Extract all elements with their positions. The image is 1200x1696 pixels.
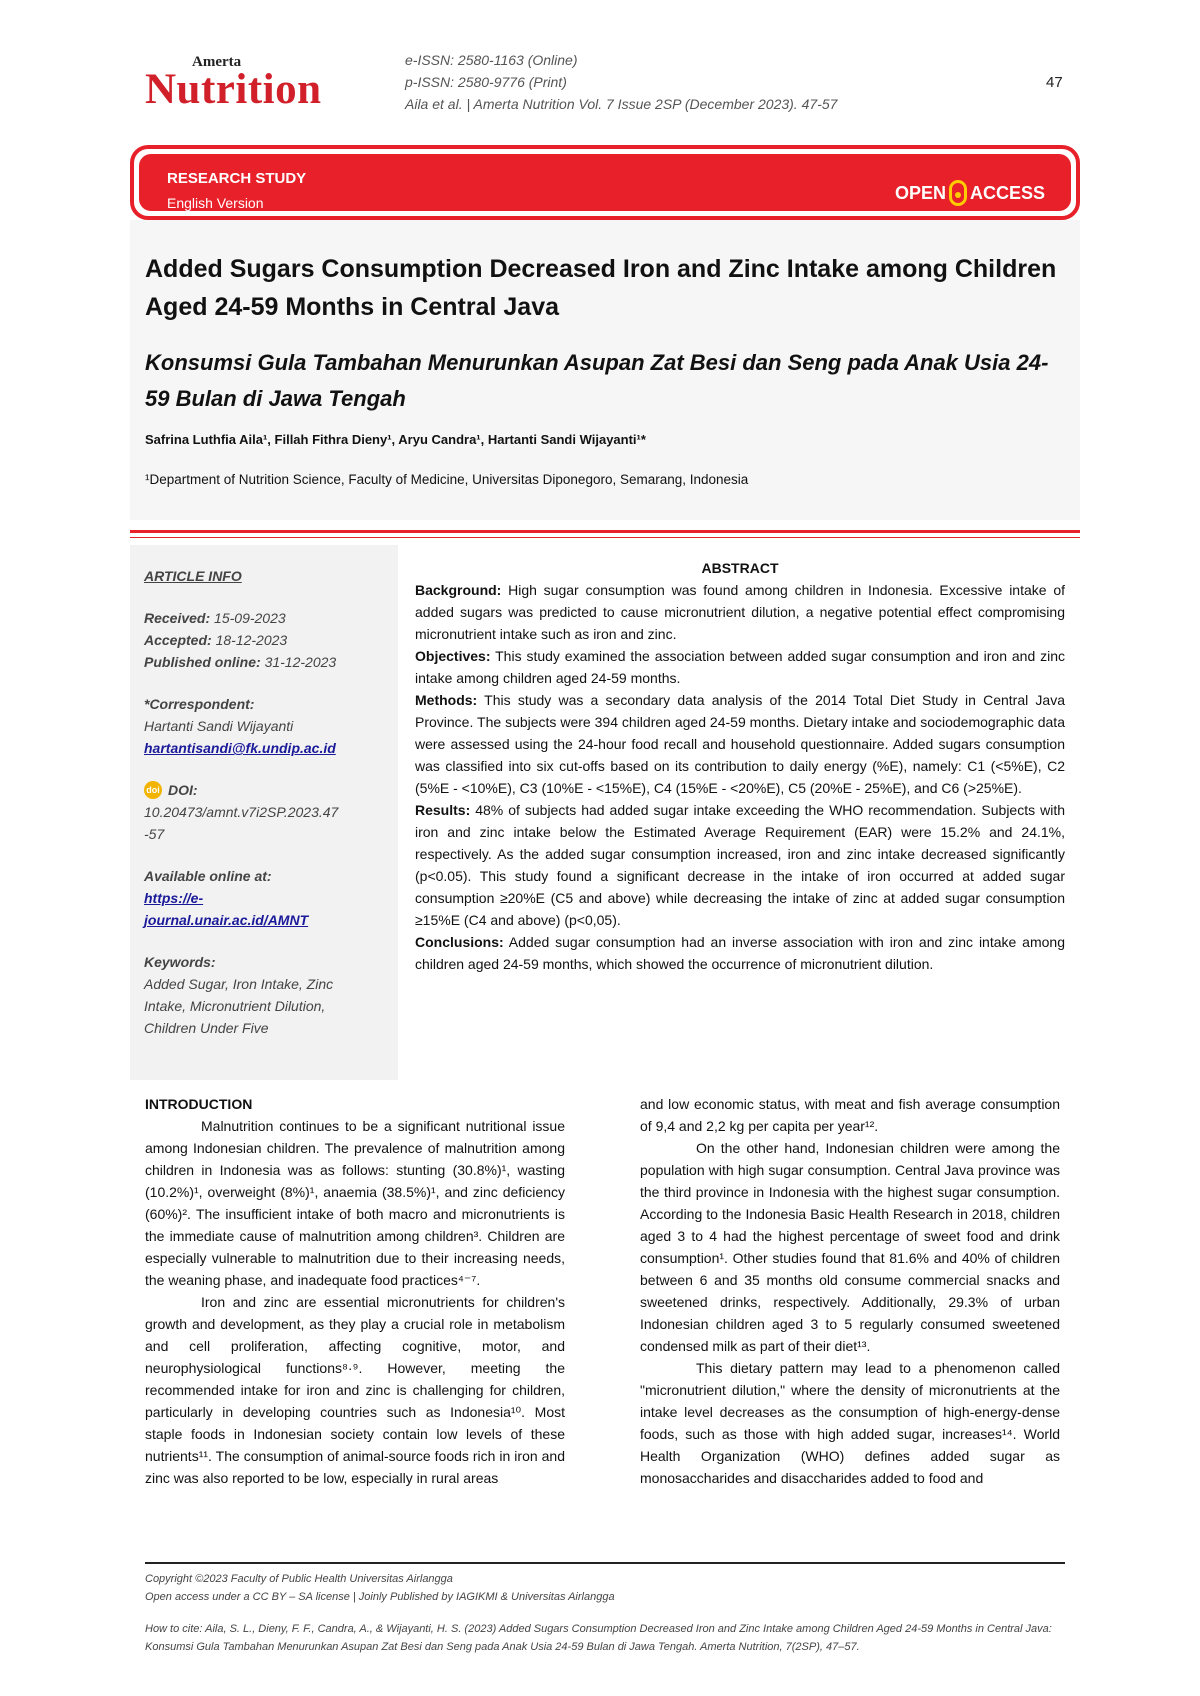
open-access-badge bbox=[895, 180, 1045, 206]
article-version: English Version bbox=[167, 195, 264, 211]
abstract-objectives bbox=[415, 645, 1065, 689]
doi-icon: doi bbox=[144, 781, 162, 799]
abstract-conclusions bbox=[415, 931, 1065, 975]
article-info-panel bbox=[130, 545, 398, 1080]
doi-row bbox=[144, 779, 384, 801]
intro-paragraph-5: This dietary pattern may lead to a phenomenon called "micronutrient dilution," where the density of micronutrients at the intake level decreases as the consumption of high-energy-dense foods, such as those with high added sugar, increases¹⁴. World Health Organization (WHO) defines added sugar as monosaccharides and disaccharides added to food and bbox=[640, 1360, 1060, 1486]
abstract-heading: ABSTRACT bbox=[701, 560, 779, 576]
published-label: Published online: bbox=[144, 654, 261, 670]
doi-label: DOI: bbox=[168, 782, 198, 798]
citation-line: Aila et al. | Amerta Nutrition Vol. 7 Issue 2SP (December 2023). 47-57 bbox=[405, 96, 838, 112]
correspondent-name: Hartanti Sandi Wijayanti bbox=[144, 718, 294, 734]
article-subtitle: Konsumsi Gula Tambahan Menurunkan Asupan Zat Besi dan Seng pada Anak Usia 24-59 Bulan di Jawa Tengah bbox=[145, 350, 1049, 411]
body-column-right bbox=[640, 1093, 1060, 1489]
keywords-label: Keywords: bbox=[144, 954, 216, 970]
journal-meta bbox=[405, 49, 837, 115]
doi-value-line2[interactable]: -57 bbox=[144, 826, 165, 842]
footer-copyright bbox=[145, 1570, 1065, 1606]
body-column-left bbox=[145, 1093, 565, 1489]
intro-paragraph-3: and low economic status, with meat and fish average consumption of 9,4 and 2,2 kg per capita per year¹². bbox=[640, 1096, 1060, 1134]
logo-amerta-text: Amerta bbox=[192, 54, 242, 70]
affiliation: ¹Department of Nutrition Science, Faculty of Medicine, Universitas Diponegoro, Semarang, Indonesia bbox=[145, 472, 749, 487]
keywords-line3: Children Under Five bbox=[144, 1020, 269, 1036]
divider-thick bbox=[130, 530, 1080, 533]
objectives-label: Objectives: bbox=[415, 648, 491, 664]
logo-nutrition-text: Nutrition bbox=[145, 66, 322, 113]
keywords-line2: Intake, Micronutrient Dilution, bbox=[144, 998, 326, 1014]
accepted-label: Accepted: bbox=[144, 632, 212, 648]
abstract bbox=[415, 557, 1065, 975]
article-info-heading: ARTICLE INFO bbox=[144, 568, 242, 584]
article-type: RESEARCH STUDY bbox=[167, 170, 307, 187]
footer-divider bbox=[145, 1562, 1065, 1564]
access-word: ACCESS bbox=[969, 182, 1045, 203]
abstract-background bbox=[415, 579, 1065, 645]
correspondent-email-link[interactable]: hartantisandi@fk.undip.ac.id bbox=[144, 740, 336, 756]
results-text: 48% of subjects had added sugar intake exceeding the WHO recommendation. Subjects with iron and zinc intake below the Estimated Average Requirement (EAR) were 15.2% and 24.1%, respectively. As the added sugar consumption increased, iron and zinc intake decreased significantly (p<0.05). This study found a significant decrease in the intake of iron occurred at added sugar consumption ≥20%E (C5 and above) while decreasing the intake of zinc at added sugar consumption ≥15%E (C4 and above) (p<0,05). bbox=[415, 802, 1065, 928]
results-label: Results: bbox=[415, 802, 471, 818]
abstract-results bbox=[415, 799, 1065, 931]
received-label: Received: bbox=[144, 610, 211, 626]
banner-fill bbox=[139, 154, 1071, 211]
accepted-date: 18-12-2023 bbox=[215, 632, 288, 648]
journal-url-link-line2[interactable]: journal.unair.ac.id/AMNT bbox=[144, 912, 309, 928]
conclusions-text: Added sugar consumption had an inverse association with iron and zinc intake among children aged 24-59 months, which showed the occurrence of micronutrient dilution. bbox=[415, 934, 1065, 972]
pissn: p-ISSN: 2580-9776 (Print) bbox=[405, 74, 567, 90]
research-banner bbox=[130, 145, 1080, 220]
doi-value-line1[interactable]: 10.20473/amnt.v7i2SP.2023.47 bbox=[144, 804, 339, 820]
available-label: Available online at: bbox=[144, 868, 272, 884]
intro-paragraph-2: Iron and zinc are essential micronutrients for children's growth and development, as they play a crucial role in metabolism and cell proliferation, affecting cognitive, motor, and neurophysiological functions⁸·⁹. However, meeting the recommended intake for iron and zinc is challenging for children, particularly in developing countries such as Indonesia¹⁰. Most staple foods in Indonesian society contain low levels of these nutrients¹¹. The consumption of animal-source foods rich in iron and zinc was also reported to be low, especially in rural areas bbox=[145, 1294, 565, 1486]
divider-thin bbox=[130, 537, 1080, 538]
journal-url-link-line1[interactable]: https://e- bbox=[144, 890, 204, 906]
methods-label: Methods: bbox=[415, 692, 478, 708]
open-word: OPEN bbox=[894, 182, 946, 203]
background-text: High sugar consumption was found among children in Indonesia. Excessive intake of added sugars was predicted to cause micronutrient dilution, a negative potential effect compromising micronutrient intake such as iron and zinc. bbox=[415, 582, 1065, 642]
intro-paragraph-1: Malnutrition continues to be a significant nutritional issue among Indonesian children. The prevalence of malnutrition among children in Indonesia was as follows: stunting (30.8%)¹, wasting (10.2%)¹, overweight (8%)¹, anaemia (38.5%)¹, and zinc deficiency (60%)². The insufficient intake of both macro and micronutrients is the immediate cause of malnutrition among children³. Children are especially vulnerable to malnutrition due to their increasing needs, the weaning phase, and inadequate food practices⁴⁻⁷. bbox=[145, 1118, 565, 1288]
conclusions-label: Conclusions: bbox=[415, 934, 504, 950]
copyright-text: Copyright ©2023 Faculty of Public Health Universitas Airlangga bbox=[145, 1573, 453, 1585]
how-to-cite: How to cite: Aila, S. L., Dieny, F. F., Candra, A., & Wijayanti, H. S. (2023) Added Sugars Consumption Decreased Iron and Zinc Intake among Children Aged 24-59 Months in Central Java: Konsumsi Gula Tambahan Menurunkan Asupan Zat Besi dan Seng pada Anak Usia 24-59 Bulan di Jawa Tengah. Amerta Nutrition, 7(2SP), 47–57. bbox=[145, 1623, 1052, 1653]
received-date: 15-09-2023 bbox=[214, 610, 286, 626]
license-text: Open access under a CC BY – SA license | Joinly Published by IAGIKMI & Universitas Airlangga bbox=[145, 1591, 615, 1603]
intro-paragraph-4: On the other hand, Indonesian children were among the population with high sugar consumption. Central Java province was the third province in Indonesia with the highest sugar consumption. According to the Indonesia Basic Health Research in 2018, children aged 3 to 4 had the highest percentage of sweet food and drink consumption¹. Other studies found that 81.6% and 40% of children between 6 and 35 months old consume commercial snacks and sweetened drinks, respectively. Additionally, 29.3% of urban Indonesian children aged 3 to 5 regularly consumed sweetened condensed milk as part of their diet¹³. bbox=[640, 1140, 1060, 1354]
keywords-line1: Added Sugar, Iron Intake, Zinc bbox=[144, 976, 334, 992]
objectives-text: This study examined the association between added sugar consumption and iron and zinc intake among children aged 24-59 months. bbox=[415, 648, 1066, 686]
abstract-methods bbox=[415, 689, 1065, 799]
published-date: 31-12-2023 bbox=[264, 654, 337, 670]
page-number: 47 bbox=[1046, 74, 1063, 91]
methods-text: This study was a secondary data analysis of the 2014 Total Diet Study in Central Java Province. The subjects were 394 children aged 24-59 months. Dietary intake and sociodemographic data were assessed using the 24-hour food recall and household questionnaire. Added sugars consumption was classified into six cut-offs based on its contribution to daily energy (%E), namely: C1 (<5%E), C2 (5%E - <10%E), C3 (10%E - <15%E), C4 (15%E - <20%E), C5 (20%E - 25%E), and C6 (>25%E). bbox=[415, 692, 1065, 796]
introduction-heading: INTRODUCTION bbox=[145, 1096, 253, 1112]
background-label: Background: bbox=[415, 582, 502, 598]
correspondent-label: *Correspondent: bbox=[144, 696, 255, 712]
article-title: Added Sugars Consumption Decreased Iron and Zinc Intake among Children Aged 24-59 Months in Central Java bbox=[145, 255, 1057, 321]
author-list: Safrina Luthfia Aila¹, Fillah Fithra Dieny¹, Aryu Candra¹, Hartanti Sandi Wijayanti¹* bbox=[145, 432, 646, 447]
eissn: e-ISSN: 2580-1163 (Online) bbox=[405, 52, 578, 68]
open-lock-icon bbox=[949, 180, 967, 206]
